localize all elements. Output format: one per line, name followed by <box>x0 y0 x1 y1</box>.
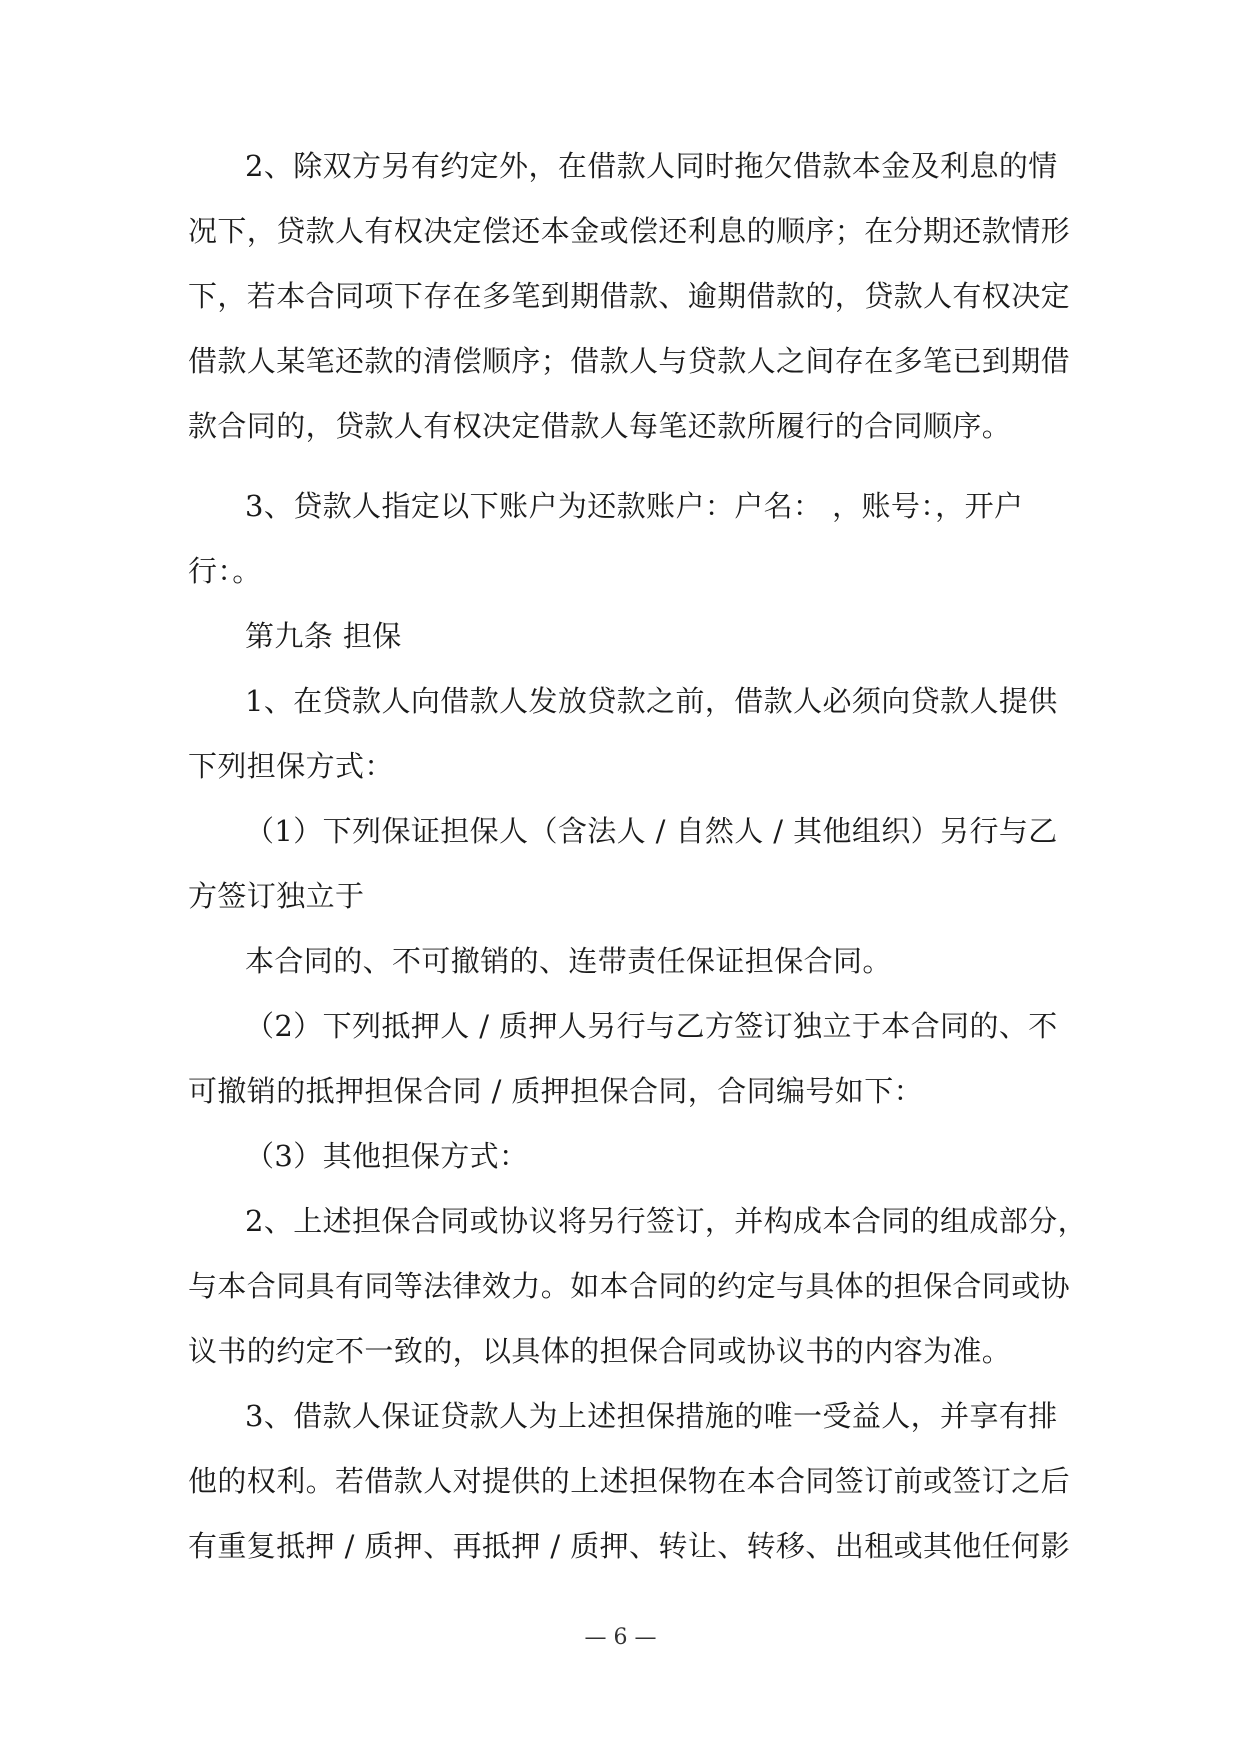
section-heading: 第九条 担保 <box>245 619 402 653</box>
text-line: 下列担保方式： <box>188 749 394 783</box>
text-line: 3、借款人保证贷款人为上述担保措施的唯一受益人，并享有排 <box>245 1399 1058 1433</box>
page-number: — 6 — <box>584 1625 657 1650</box>
text-line: 行：。 <box>188 554 262 588</box>
text-line: 与本合同具有同等法律效力。如本合同的约定与具体的担保合同或协 <box>188 1269 1071 1303</box>
text-line: 方签订独立于 <box>188 879 365 913</box>
text-line: 本合同的、不可撤销的、连带责任保证担保合同。 <box>245 944 892 978</box>
text-line: 下，若本合同项下存在多笔到期借款、逾期借款的，贷款人有权决定 <box>188 279 1071 313</box>
text-line: 3、贷款人指定以下账户为还款账户：户名： ，账号：，开户 <box>245 489 1024 523</box>
text-line: 借款人某笔还款的清偿顺序；借款人与贷款人之间存在多笔已到期借 <box>188 344 1071 378</box>
text-line: 2、除双方另有约定外，在借款人同时拖欠借款本金及利息的情 <box>245 149 1058 183</box>
text-line: 1、在贷款人向借款人发放贷款之前，借款人必须向贷款人提供 <box>245 684 1058 718</box>
text-line: 议书的约定不一致的，以具体的担保合同或协议书的内容为准。 <box>188 1334 1012 1368</box>
text-line: 可撤销的抵押担保合同 / 质押担保合同，合同编号如下： <box>188 1074 924 1108</box>
text-line: （1）下列保证担保人（含法人 / 自然人 / 其他组织）另行与乙 <box>245 814 1058 848</box>
text-line: 2、上述担保合同或协议将另行签订，并构成本合同的组成部分， <box>245 1204 1088 1238</box>
text-line: 款合同的，贷款人有权决定借款人每笔还款所履行的合同顺序。 <box>188 409 1012 443</box>
text-line: （2）下列抵押人 / 质押人另行与乙方签订独立于本合同的、不 <box>245 1009 1058 1043</box>
text-line: 况下，贷款人有权决定偿还本金或偿还利息的顺序；在分期还款情形 <box>188 214 1071 248</box>
text-line: （3）其他担保方式： <box>245 1139 529 1173</box>
text-line: 有重复抵押 / 质押、再抵押 / 质押、转让、转移、出租或其他任何影 <box>188 1529 1071 1563</box>
text-line: 他的权利。若借款人对提供的上述担保物在本合同签订前或签订之后 <box>188 1464 1071 1498</box>
